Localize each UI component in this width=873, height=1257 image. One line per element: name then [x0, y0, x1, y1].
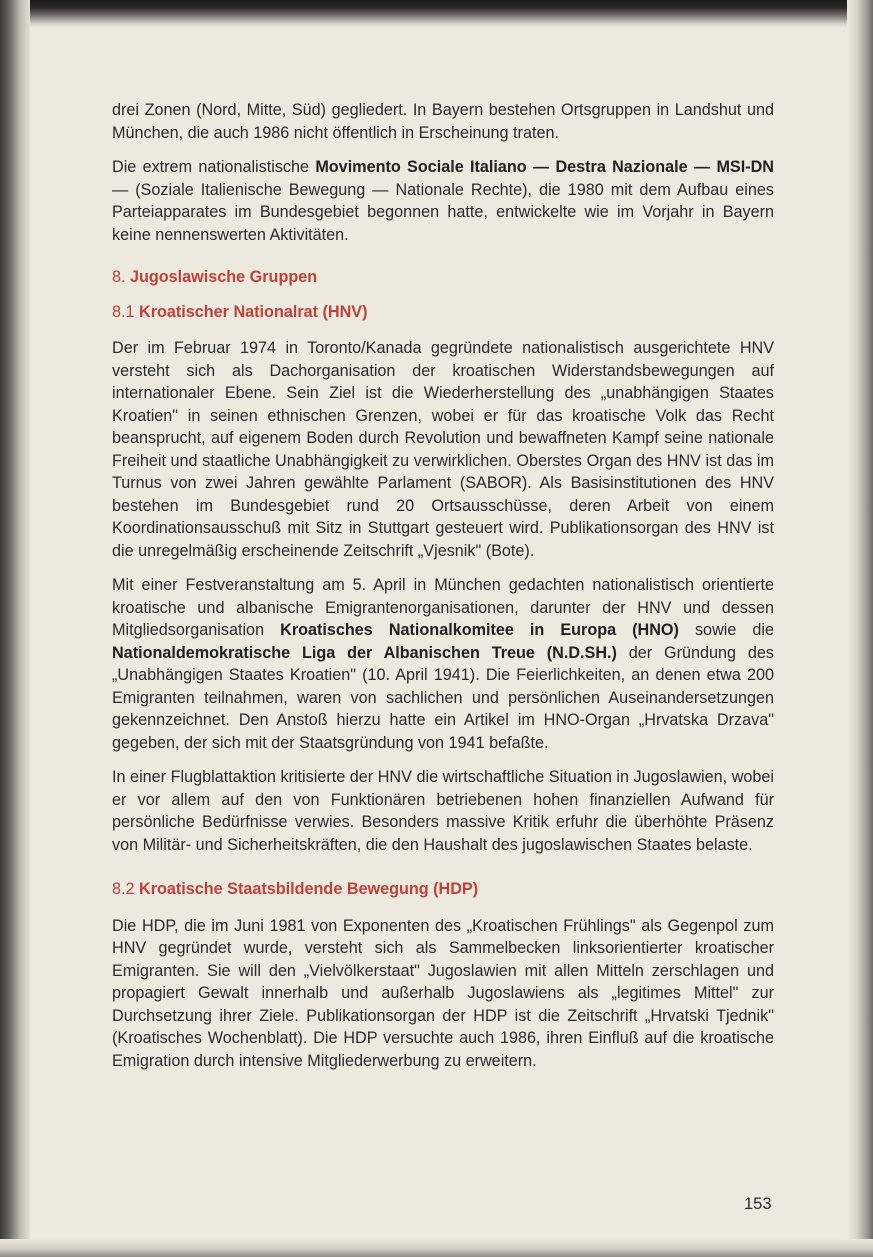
page-bottom-shadow: [0, 1239, 873, 1257]
paragraph-zonen: drei Zonen (Nord, Mitte, Süd) gegliedert. In Bayern bestehen Ortsgruppen in Landshut und München, die auch 1986 nicht öffentlich in Erscheinung traten.: [112, 101, 774, 142]
page-number: 153: [744, 1195, 772, 1213]
page-content: [112, 99, 774, 1084]
section-heading-8-1: 8.1 Kroatischer Nationalrat (HNV): [112, 302, 368, 321]
paragraph-flugblattaktion: In einer Flugblattaktion kritisierte der HNV die wirtschaftliche Situation in Jugoslawien, wobei er vor allem auf den von Funktionären betriebenen hohen finanziellen Aufwand für persönliche Bedürfnisse verwies. Besonders massive Kritik erfuhr die überhöhte Präsenz von Militär- und Sicherheitskräften, die den Haushalt des jugoslawischen Staates belaste.: [112, 768, 774, 854]
org-hno: Kroatisches Nationalkomitee in Europa (HNO): [280, 621, 679, 639]
paragraph-msi-dn: Die extrem nationalistische Movimento Sociale Italiano — Destra Nazionale — MSI-DN — (Soziale Italienische Bewegung — Nationale Rechte), die 1980 mit dem Aufbau eines Parteiapparates im Bundesgebiet begonnen hatte, entwickelte wie im Vorjahr in Bayern keine nennenswerten Aktivitäten.: [112, 158, 774, 244]
section-heading-8-2: 8.2 Kroatische Staatsbildende Bewegung (HDP): [112, 880, 479, 898]
paragraph-festveranstaltung: Mit einer Festveranstaltung am 5. April in München gedachten nationalistisch orientierte kroatische und albanische Emigrantenorganisationen, darunter der HNV und dessen Mitgliedsorganisation Kroatisches Nationalkomitee in Europa (HNO) sowie die Nationaldemokratische Liga der Albanischen Treue (N.D.SH.) der Gründung des „Unabhängigen Staates Kroatien" (10. April 1941). Die Feierlichkeiten, an denen etwa 200 Emigranten teilnahmen, waren von sachlichen und persönlichen Auseinandersetzungen gekennzeichnet. Den Anstoß hierzu hatte ein Artikel im HNO-Organ „Hrvatska Drzava" gegeben, der sich mit der Staatsgründung von 1941 befaßte.: [112, 576, 775, 752]
page-right-shadow: [847, 0, 873, 1257]
org-ndsh: Nationaldemokratische Liga der Albanischen Treue (N.D.SH.): [112, 643, 617, 662]
section-heading-8: 8. Jugoslawische Gruppen: [112, 268, 318, 286]
page-top-shadow: [0, 0, 873, 28]
paragraph-hnv: Der im Februar 1974 in Toronto/Kanada gegründete nationalistisch ausgerichtete HNV versteht sich als Dachorganisation der kroatischen Widerstandsbewegungen auf internationaler Ebene. Sein Ziel ist die Wiederherstellung des „unabhängigen Staates Kroatien" in seinen ethnischen Grenzen, wobei er für das kroatische Volk das Recht beansprucht, auf eigenem Boden durch Revolution und bewaffneten Kampf seine nationale Freiheit und staatliche Unabhängigkeit zu verwirklichen. Oberstes Organ des HNV ist das im Turnus von zwei Jahren gewählte Parlament (SABOR). Als Basisinstitutionen des HNV bestehen im Bundesgebiet rund 20 Ortsausschüsse, deren Arbeit von einem Koordinationsausschuß mit Sitz in Stuttgart gesteuert wird. Publikationsorgan des HNV ist die unregelmäßig erscheinende Zeitschrift „Vjesnik" (Bote).: [112, 339, 774, 560]
page-left-shadow: [0, 0, 30, 1257]
paragraph-hdp: Die HDP, die im Juni 1981 von Exponenten des „Kroatischen Frühlings" als Gegenpol zum HNV gegründet wurde, versteht sich als Sammelbecken linksorientierter kroatischer Emigranten. Sie will den „Vielvölkerstaat" Jugoslawien mit allen Mitteln zerschlagen und propagiert Gewalt innerhalb und außerhalb Jugoslawiens als „legitimes Mittel" zur Durchsetzung ihrer Ziele. Publikationsorgan der HDP ist die Zeitschrift „Hrvatski Tjednik" (Kroatisches Wochenblatt). Die HDP versuchte auch 1986, ihren Einfluß auf die kroatische Emigration durch intensive Mitgliederwerbung zu erweitern.: [112, 916, 774, 1070]
org-msi-dn: Movimento Sociale Italiano — Destra Nazionale — MSI-DN: [315, 158, 774, 176]
